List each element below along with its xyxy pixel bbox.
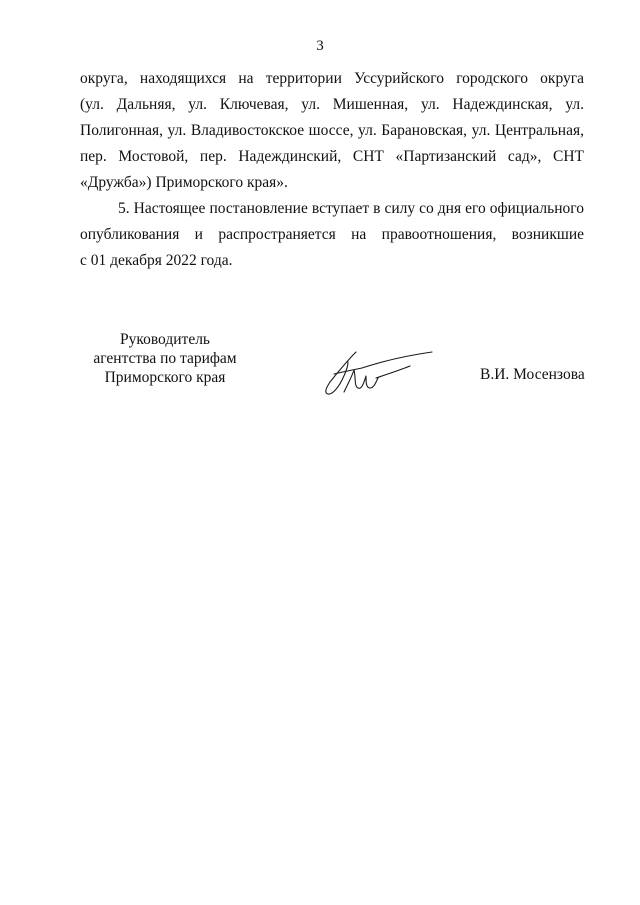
page-number: 3 (316, 38, 324, 54)
paragraph-1-line-3: Полигонная, ул. Владивостокское шоссе, ул. Барановская, ул. Центральная, (80, 122, 584, 139)
signatory-position-line-1: Руководитель (119, 331, 211, 348)
signature-icon (318, 348, 436, 398)
paragraph-1-line-2: (ул. Дальняя, ул. Ключевая, ул. Мишенная, ул. Надеждинская, ул. (80, 96, 584, 113)
signer-name: В.И. Мосензова (480, 366, 585, 383)
paragraph-2-line-1: 5. Настоящее постановление вступает в силу со дня его официального (118, 200, 584, 217)
paragraph-1-line-4: пер. Мостовой, пер. Надеждинский, СНТ «Партизанский сад», СНТ (80, 148, 584, 165)
paragraph-2-line-3: с 01 декабря 2022 года. (80, 252, 233, 269)
signatory-position-line-3: Приморского края (104, 369, 226, 386)
signatory-position-line-2: агентства по тарифам (93, 350, 237, 367)
paragraph-2-line-2: опубликования и распространяется на правоотношения, возникшие (80, 226, 584, 243)
signatory-position (80, 330, 250, 387)
paragraph-1-line-5: «Дружба») Приморского края». (80, 174, 288, 191)
paragraph-2 (80, 196, 584, 274)
paragraph-1-line-1: округа, находящихся на территории Уссурийского городского округа (80, 70, 584, 87)
paragraph-1 (80, 66, 584, 196)
